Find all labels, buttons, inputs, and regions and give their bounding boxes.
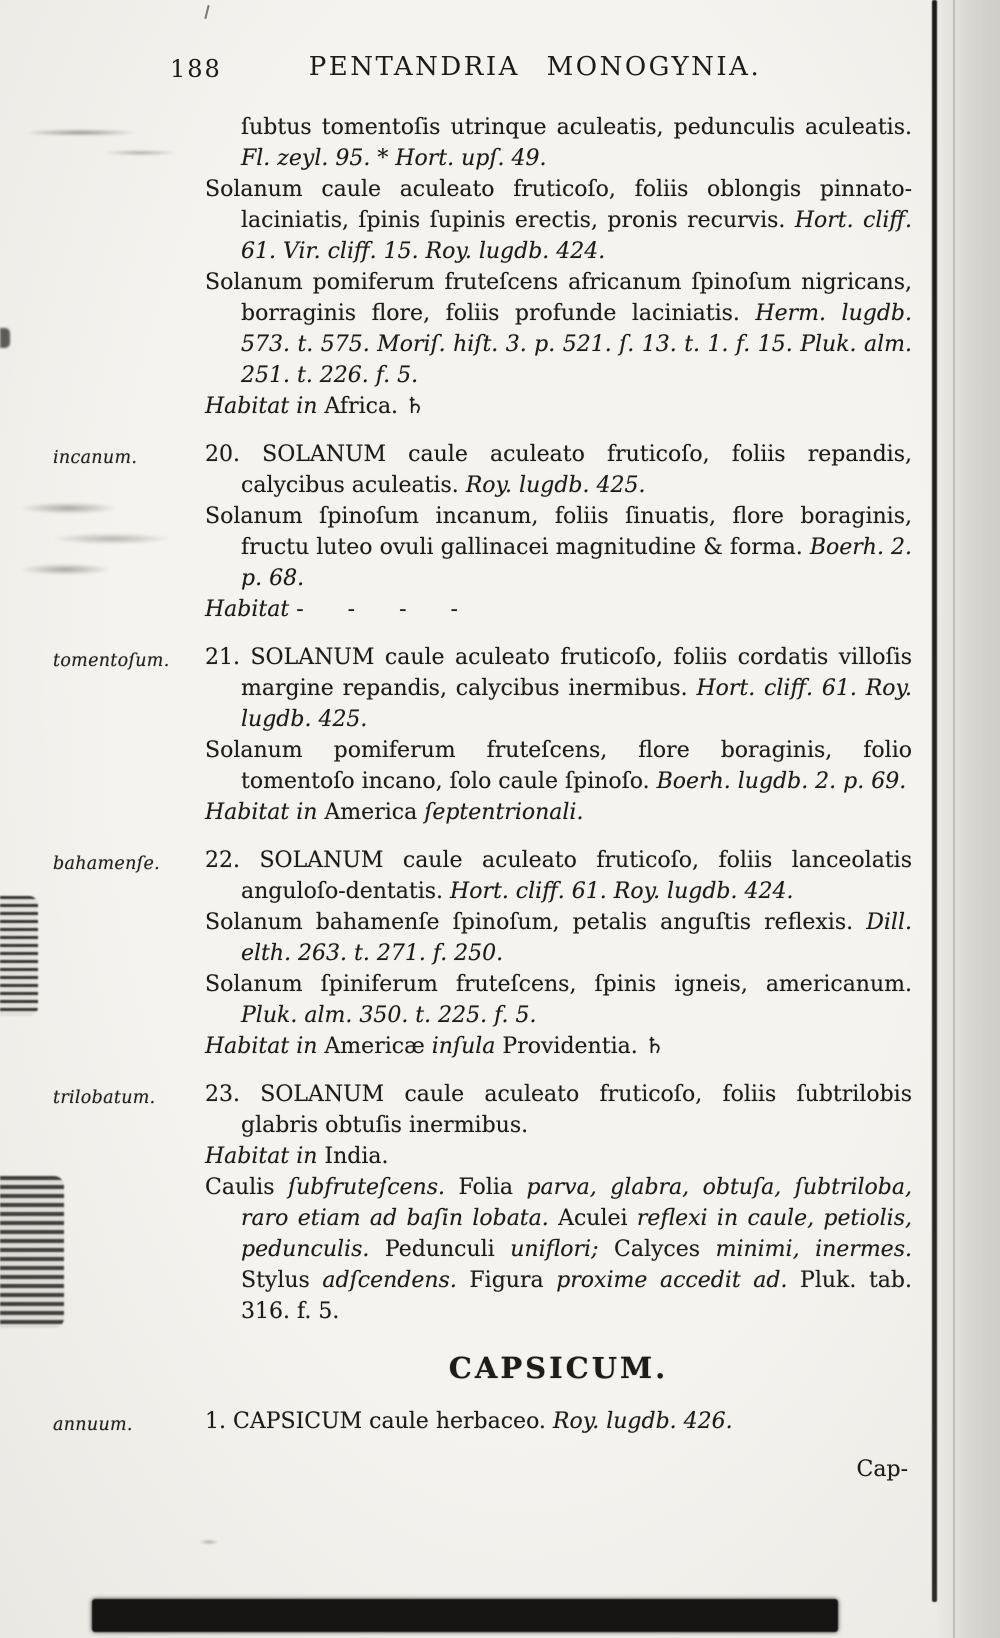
entry-paragraph: ſubtus tomentoſis utrinque aculeatis, pedunculis aculeatis. Fl. zeyl. 95. * Hort. upſ. 49. <box>241 115 912 171</box>
description-paragraph: Caulis ſubfruteſcens. Folia parva, glabra, obtuſa, ſubtriloba, raro etiam ad baſin lobata. Aculei reflexi in caule, petiolis, pedunculis. Pedunculi uniflori; Calyces minimi, inermes. Stylus adſcendens. Figura proxime accedit ad. Pluk. tab. 316. f. 5. <box>205 1175 913 1324</box>
species-margin-label: trilobatum. <box>53 1088 156 1108</box>
ink-smudge <box>204 5 209 19</box>
species-entry <box>53 439 912 625</box>
synonym-paragraph: Solanum pomiferum fruteſcens africanum ſpinoſum nigricans, borraginis flore, foliis profunde laciniatis. Herm. lugdb. 573. t. 575. Moriſ. hiſt. 3. p. 521. ſ. 13. t. 1. f. 15. Pluk. alm. 251. t. 226. f. 5. <box>205 270 912 388</box>
page-header <box>170 52 900 82</box>
synonym-paragraph: Solanum caule aculeato fruticoſo, foliis oblongis pinnato-laciniatis, ſpinis ſupinis erectis, pronis recurvis. Hort. cliff. 61. Vir. cliff. 15. Roy. lugdb. 424. <box>205 177 912 264</box>
species-margin-label: incanum. <box>53 448 138 468</box>
genus-heading: CAPSICUM. <box>448 1351 669 1385</box>
synonym-paragraph: Solanum bahamenſe ſpinoſum, petalis anguſtis reflexis. Dill. elth. 263. t. 271. f. 250. <box>205 910 912 966</box>
species-margin-label: bahamenſe. <box>53 854 160 874</box>
habitat-line: Habitat in India. <box>205 1144 389 1169</box>
running-header: PENTANDRIA MONOGYNIA. <box>308 52 762 82</box>
species-entry <box>53 845 912 1062</box>
synonym-paragraph: Solanum ſpinoſum incanum, foliis ſinuatis, flore boraginis, fructu luteo ovuli gallinacei magnitudine & forma. Boerh. 2. p. 68. <box>205 504 912 591</box>
entry-paragraph: 23. SOLANUM caule aculeato fruticoſo, foliis ſubtrilobis glabris obtuſis inermibus. <box>205 1082 912 1138</box>
entry-paragraph: 1. CAPSICUM caule herbaceo. Roy. lugdb. 426. <box>205 1409 733 1434</box>
habitat-line: Habitat - - - - <box>205 597 458 622</box>
catchword: Cap- <box>856 1457 908 1482</box>
ink-smudge <box>28 120 178 162</box>
entry-paragraph: 22. SOLANUM caule aculeato fruticoſo, foliis lanceolatis anguloſo-dentatis. Hort. cliff. 61. Roy. lugdb. 424. <box>205 848 912 904</box>
entry-continuation <box>205 112 912 422</box>
species-entry <box>53 642 912 828</box>
species-entry <box>53 1406 912 1437</box>
binding-line <box>932 0 937 1602</box>
synonym-paragraph: Solanum pomiferum fruteſcens, flore boraginis, folio tomentoſo incano, ſolo caule ſpinoſo. Boerh. lugdb. 2. p. 69. <box>205 738 912 794</box>
entry-paragraph: 20. SOLANUM caule aculeato fruticoſo, foliis repandis, calycibus aculeatis. Roy. lugdb. 425. <box>205 442 912 498</box>
species-entry <box>53 1079 913 1327</box>
species-margin-label: annuum. <box>53 1415 133 1435</box>
species-margin-label: tomentoſum. <box>53 651 170 671</box>
ink-smudge <box>196 1538 222 1546</box>
page-edge-shadow <box>937 0 1000 1638</box>
ink-smudge <box>0 896 38 1016</box>
scan-black-bar <box>92 1599 838 1632</box>
text-column <box>53 112 913 1485</box>
synonym-paragraph: Solanum ſpiniferum fruteſcens, ſpinis igneis, americanum. Pluk. alm. 350. t. 225. f. 5. <box>205 972 912 1028</box>
ink-smudge <box>0 1176 64 1328</box>
habitat-line: Habitat in Americæ inſula Providentia. ♄ <box>205 1034 665 1059</box>
page-number: 188 <box>170 55 222 83</box>
entry-paragraph: 21. SOLANUM caule aculeato fruticoſo, foliis cordatis villoſis margine repandis, calycibus inermibus. Hort. cliff. 61. Roy. lugdb. 425. <box>205 645 912 732</box>
habitat-line: Habitat in Africa. ♄ <box>205 394 425 419</box>
ink-smudge <box>22 492 177 582</box>
ink-smudge <box>0 328 10 348</box>
habitat-line: Habitat in America ſeptentrionali. <box>205 800 584 825</box>
